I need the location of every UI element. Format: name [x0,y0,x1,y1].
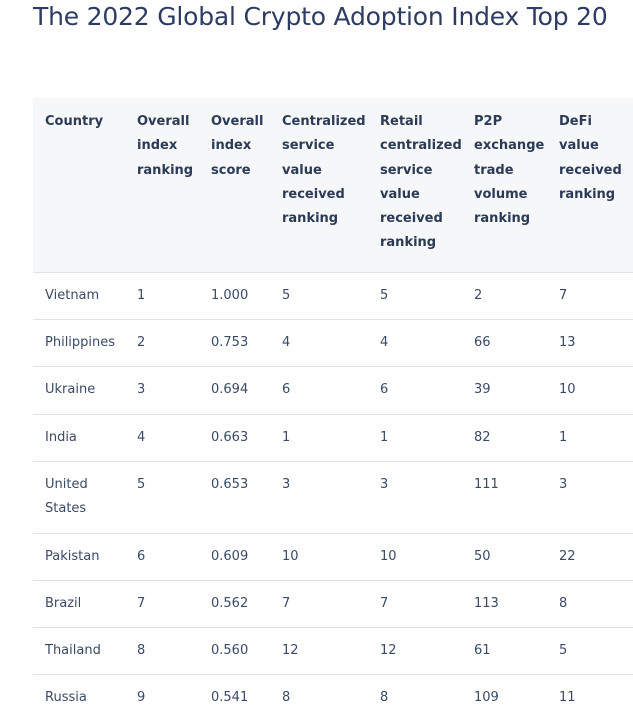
cell-defi-ranking: 13 [547,320,633,367]
cell-country: Philippines [33,320,125,367]
table-row [33,533,633,580]
cell-p2p-ranking: 109 [462,675,547,722]
cell-country: United States [33,461,125,533]
cell-country: Brazil [33,580,125,627]
table-row [33,414,633,461]
cell-country: Vietnam [33,272,125,319]
cell-retail-centralized-ranking: 8 [368,675,462,722]
table-row [33,272,633,319]
cell-overall-index-score: 0.560 [199,628,270,675]
header-retail-centralized-service-value-received-ranking: Retail centralized service value received ranking [380,114,462,251]
cell-centralized-ranking: 5 [270,272,368,319]
cell-retail-centralized-ranking: 4 [368,320,462,367]
cell-overall-index-ranking: 1 [125,272,199,319]
cell-p2p-ranking: 113 [462,580,547,627]
cell-overall-index-ranking: 6 [125,533,199,580]
cell-defi-ranking: 11 [547,675,633,722]
cell-p2p-ranking: 61 [462,628,547,675]
cell-country: Ukraine [33,367,125,414]
cell-overall-index-score: 1.000 [199,272,270,319]
cell-overall-index-ranking: 3 [125,367,199,414]
cell-overall-index-score: 0.541 [199,675,270,722]
header-overall-index-score: Overall index score [211,114,264,178]
cell-centralized-ranking: 7 [270,580,368,627]
header-centralized-service-value-received-ranking: Centralized service value received ranking [282,114,366,227]
table-row [33,580,633,627]
cell-overall-index-ranking: 4 [125,414,199,461]
cell-centralized-ranking: 1 [270,414,368,461]
header-defi-value-received-ranking: DeFi value received ranking [559,114,622,202]
cell-overall-index-ranking: 2 [125,320,199,367]
table-row [33,320,633,367]
cell-country: Pakistan [33,533,125,580]
cell-overall-index-score: 0.753 [199,320,270,367]
cell-overall-index-ranking: 7 [125,580,199,627]
cell-overall-index-score: 0.653 [199,461,270,533]
cell-p2p-ranking: 82 [462,414,547,461]
cell-p2p-ranking: 2 [462,272,547,319]
cell-retail-centralized-ranking: 1 [368,414,462,461]
cell-centralized-ranking: 12 [270,628,368,675]
cell-overall-index-score: 0.609 [199,533,270,580]
cell-retail-centralized-ranking: 10 [368,533,462,580]
cell-country: Thailand [33,628,125,675]
cell-defi-ranking: 5 [547,628,633,675]
cell-country: Russia [33,675,125,722]
cell-p2p-ranking: 39 [462,367,547,414]
header-country: Country [45,114,104,129]
cell-country: India [33,414,125,461]
cell-overall-index-ranking: 8 [125,628,199,675]
cell-defi-ranking: 7 [547,272,633,319]
header-overall-index-ranking: Overall index ranking [137,114,194,178]
adoption-index-table-container[interactable] [33,98,622,706]
cell-defi-ranking: 3 [547,461,633,533]
cell-centralized-ranking: 10 [270,533,368,580]
cell-p2p-ranking: 66 [462,320,547,367]
cell-retail-centralized-ranking: 5 [368,272,462,319]
cell-defi-ranking: 1 [547,414,633,461]
table-row [33,461,633,533]
cell-retail-centralized-ranking: 6 [368,367,462,414]
cell-centralized-ranking: 8 [270,675,368,722]
cell-centralized-ranking: 6 [270,367,368,414]
cell-retail-centralized-ranking: 3 [368,461,462,533]
cell-overall-index-score: 0.694 [199,367,270,414]
cell-overall-index-score: 0.663 [199,414,270,461]
table-row [33,367,633,414]
cell-retail-centralized-ranking: 12 [368,628,462,675]
cell-defi-ranking: 8 [547,580,633,627]
cell-defi-ranking: 10 [547,367,633,414]
cell-overall-index-ranking: 5 [125,461,199,533]
cell-centralized-ranking: 4 [270,320,368,367]
adoption-index-table [33,98,633,722]
cell-retail-centralized-ranking: 7 [368,580,462,627]
table-header-row [33,98,633,272]
cell-p2p-ranking: 50 [462,533,547,580]
cell-p2p-ranking: 111 [462,461,547,533]
cell-centralized-ranking: 3 [270,461,368,533]
cell-overall-index-score: 0.562 [199,580,270,627]
table-row [33,675,633,722]
table-row [33,628,633,675]
header-p2p-exchange-trade-volume-ranking: P2P exchange trade volume ranking [474,114,545,227]
page-title: The 2022 Global Crypto Adoption Index Top 20 [33,2,608,31]
cell-defi-ranking: 22 [547,533,633,580]
cell-overall-index-ranking: 9 [125,675,199,722]
